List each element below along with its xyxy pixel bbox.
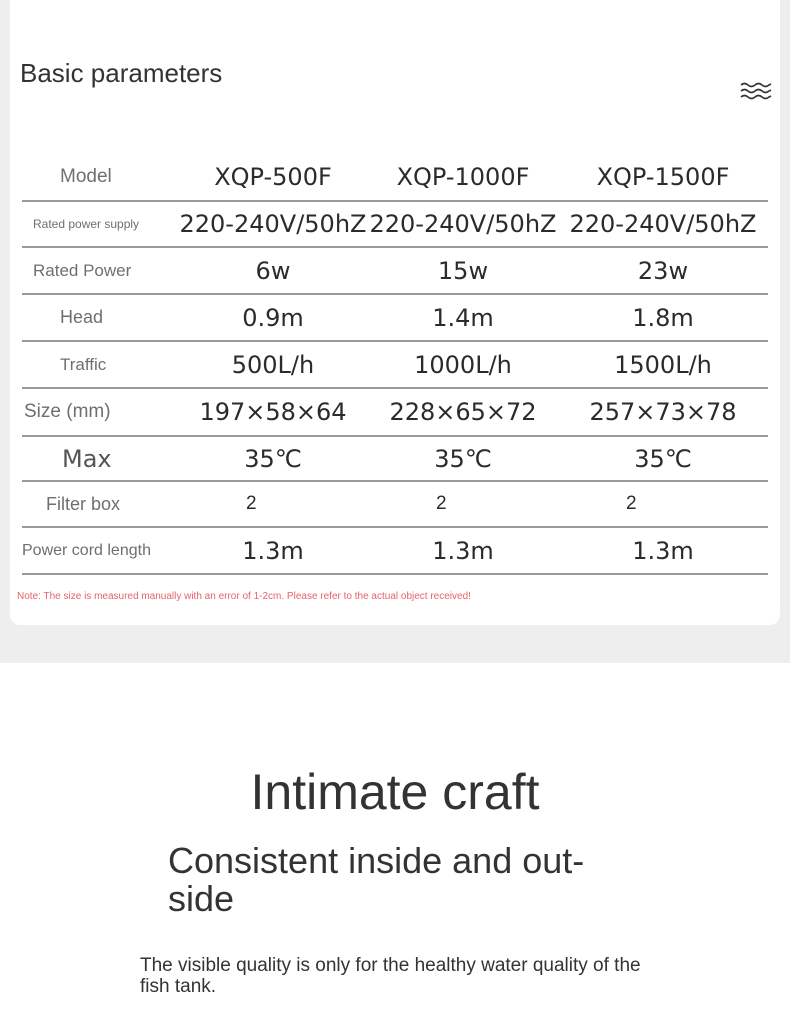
model-cell: XQP-500F — [178, 153, 368, 201]
table-cell: 2 — [368, 481, 558, 527]
craft-subtitle: Consistent inside and out-side — [168, 840, 585, 919]
table-cell: 6w — [178, 247, 368, 294]
table-cell: 197×58×64 — [178, 388, 368, 436]
wave-icon — [740, 81, 772, 101]
row-label-head: Head — [22, 294, 178, 341]
table-row — [22, 481, 768, 527]
table-row — [22, 527, 768, 574]
model-cell: XQP-1500F — [558, 153, 768, 201]
table-cell: 23w — [558, 247, 768, 294]
spec-table — [22, 153, 768, 575]
table-cell: 1.4m — [368, 294, 558, 341]
table-cell: 1000L/h — [368, 341, 558, 388]
table-cell: 1500L/h — [558, 341, 768, 388]
row-label-rated-power-supply: Rated power supply — [22, 201, 178, 247]
row-label-power-cord-length: Power cord length — [22, 527, 178, 574]
table-header-row — [22, 153, 768, 201]
table-row — [22, 341, 768, 388]
table-row — [22, 436, 768, 481]
craft-title: Intimate craft — [250, 764, 540, 820]
table-cell: 500L/h — [178, 341, 368, 388]
table-cell: 35℃ — [178, 436, 368, 481]
table-cell: 35℃ — [558, 436, 768, 481]
model-cell: XQP-1000F — [368, 153, 558, 201]
table-cell: 220-240V/50hZ — [368, 201, 558, 247]
measurement-note: Note: The size is measured manually with an error of 1-2cm. Please refer to the actual object received! — [17, 591, 471, 602]
row-label-filter-box: Filter box — [22, 481, 178, 527]
table-cell: 1.3m — [558, 527, 768, 574]
table-row — [22, 201, 768, 247]
row-label-size: Size (mm) — [22, 388, 178, 436]
table-cell: 1.3m — [368, 527, 558, 574]
table-cell: 15w — [368, 247, 558, 294]
table-cell: 1.8m — [558, 294, 768, 341]
table-cell: 257×73×78 — [558, 388, 768, 436]
table-cell: 228×65×72 — [368, 388, 558, 436]
row-label-rated-power: Rated Power — [22, 247, 178, 294]
table-cell: 35℃ — [368, 436, 558, 481]
table-cell: 2 — [558, 481, 768, 527]
craft-description: The visible quality is only for the healthy water quality of the fish tank. — [140, 955, 641, 997]
section-title: Basic parameters — [20, 58, 223, 88]
table-cell: 2 — [178, 481, 368, 527]
table-row — [22, 294, 768, 341]
table-row — [22, 247, 768, 294]
table-cell: 220-240V/50hZ — [558, 201, 768, 247]
table-row — [22, 388, 768, 436]
row-label-max: Max — [22, 436, 178, 481]
row-label-traffic: Traffic — [22, 341, 178, 388]
table-cell: 1.3m — [178, 527, 368, 574]
row-label-model: Model — [22, 153, 178, 201]
table-cell: 220-240V/50hZ — [178, 201, 368, 247]
table-cell: 0.9m — [178, 294, 368, 341]
